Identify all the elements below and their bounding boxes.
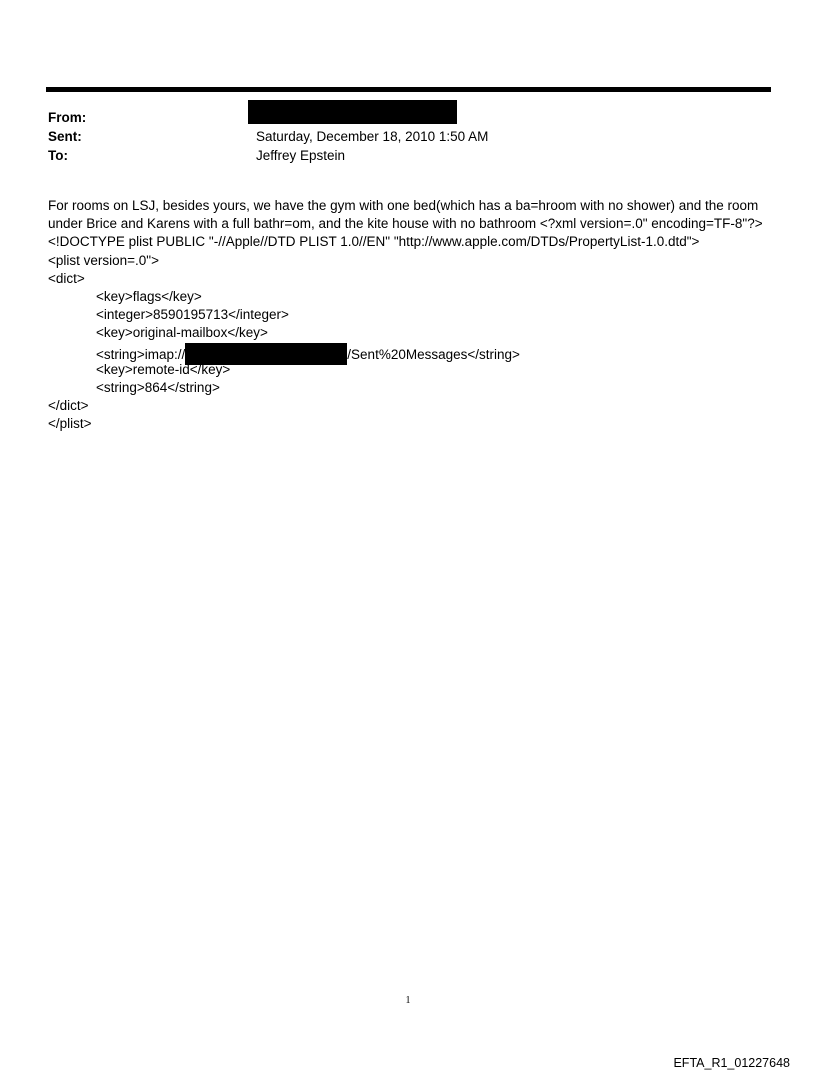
body-line: </dict> [48, 398, 89, 414]
header-row-sent [48, 127, 768, 146]
header-row-from [48, 108, 768, 127]
sent-value: Saturday, December 18, 2010 1:50 AM [256, 129, 489, 144]
page-number: 1 [405, 995, 411, 1006]
email-header [48, 108, 768, 165]
sent-label: Sent: [48, 129, 82, 144]
header-divider [46, 87, 771, 92]
to-label: To: [48, 148, 68, 163]
body-line: <integer>8590195713</integer> [96, 307, 289, 323]
body-line: under Brice and Karens with a full bathr=om, and the kite house with no bathroom <?xml version=.0" encoding=TF-8"?> [48, 216, 763, 232]
body-line: For rooms on LSJ, besides yours, we have the gym with one bed(which has a ba=hroom with no shower) and the room [48, 198, 759, 213]
document-id: EFTA_R1_01227648 [673, 1056, 790, 1070]
to-value: Jeffrey Epstein [256, 148, 346, 163]
body-line: <key>remote-id</key> [96, 361, 231, 377]
body-line: <string>864</string> [96, 379, 220, 395]
body-line: <key>flags</key> [96, 288, 202, 304]
imap-prefix: <string>imap:// [96, 346, 186, 362]
body-line: <dict> [48, 270, 85, 286]
body-line: <plist version=.0"> [48, 252, 159, 268]
body-line: <!DOCTYPE plist PUBLIC "-//Apple//DTD PLIST 1.0//EN" "http://www.apple.com/DTDs/PropertyList-1.0.dtd"> [48, 234, 700, 250]
header-row-to [48, 146, 768, 165]
body-line: <key>original-mailbox</key> [96, 325, 268, 341]
email-body [48, 197, 778, 433]
body-line: </plist> [48, 416, 92, 432]
from-label: From: [48, 110, 87, 125]
body-line-imap [48, 343, 778, 361]
imap-suffix: /Sent%20Messages</string> [347, 346, 520, 362]
